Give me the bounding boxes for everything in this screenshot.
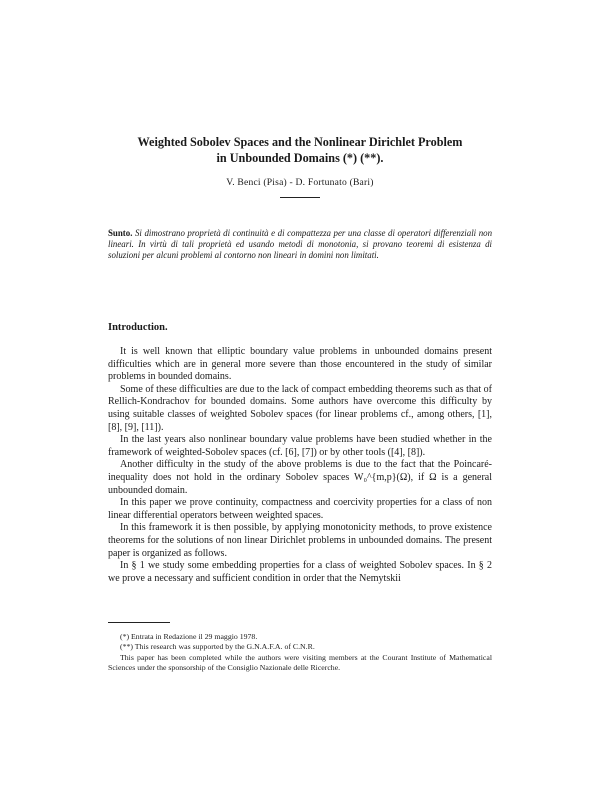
paragraph: In this paper we prove continuity, compactness and coercivity properties for a class of non linear differential operators between weighted spaces. (108, 497, 492, 521)
paper-authors: V. Benci (Pisa) - D. Fortunato (Bari) (226, 177, 374, 188)
abstract (108, 228, 492, 261)
paragraph: Some of these difficulties are due to the lack of compact embedding theorems such as that of Rellich-Kondrachov for bounded domains. Some authors have overcome this difficulty by using suitable classes of weighted Sobolev spaces (for linear problems cf., among others, [1], [8], [9], [11]). (108, 383, 492, 433)
section-heading: Introduction. (108, 322, 168, 333)
abstract-label: Sunto. (108, 228, 133, 238)
body-text (108, 346, 492, 585)
paragraph: In this framework it is then possible, by applying monotonicity methods, to prove existence theorems for the solutions of non linear Dirichlet problems in unbounded domains. The present paper is organized as follows. (108, 522, 492, 559)
footnote: This paper has been completed while the authors were visiting members at the Courant Institute of Mathematical Sciences under the sponsorship of the Consiglio Nazionale delle Ricerche. (108, 652, 492, 673)
abstract-text: Si dimostrano proprietà di continuità e di compattezza per una classe di operatori differenziali non lineari. In virtù di tali proprietà ed usando metodi di monotonia, si provano teoremi di esistenza di soluzioni per alcuni problemi al contorno non lineari in domini non limitati. (108, 228, 493, 260)
footnote: (**) This research was supported by the G.N.A.F.A. of C.N.R. (120, 642, 315, 652)
paragraph: In § 1 we study some embedding properties for a class of weighted Sobolev spaces. In § 2 we prove a necessary and sufficient condition in order that the Nemytskii (108, 560, 492, 584)
footnote: (*) Entrata in Redazione il 29 maggio 1978. (120, 632, 258, 641)
footnote-rule (108, 622, 170, 623)
paragraph: In the last years also nonlinear boundary value problems have been studied whether in the framework of weighted-Sobolev spaces (cf. [6], [7]) or by other tools ([4], [8]). (108, 434, 492, 458)
paper-title-line-1: Weighted Sobolev Spaces and the Nonlinear Dirichlet Problem (137, 135, 463, 149)
paragraph: It is well known that elliptic boundary value problems in unbounded domains present difficulties which are in general more severe than those encountered in the study of similar problems in bounded domains. (108, 346, 492, 383)
paper-title-line-2: in Unbounded Domains (*) (**). (216, 151, 384, 165)
title-separator-rule (280, 197, 320, 198)
paragraph: Another difficulty in the study of the above problems is due to the fact that the Poincaré-inequality does not hold in the ordinary Sobolev spaces W₀^{m,p}(Ω), if Ω is a general unbounded domain. (108, 459, 492, 496)
footnotes (108, 632, 492, 674)
